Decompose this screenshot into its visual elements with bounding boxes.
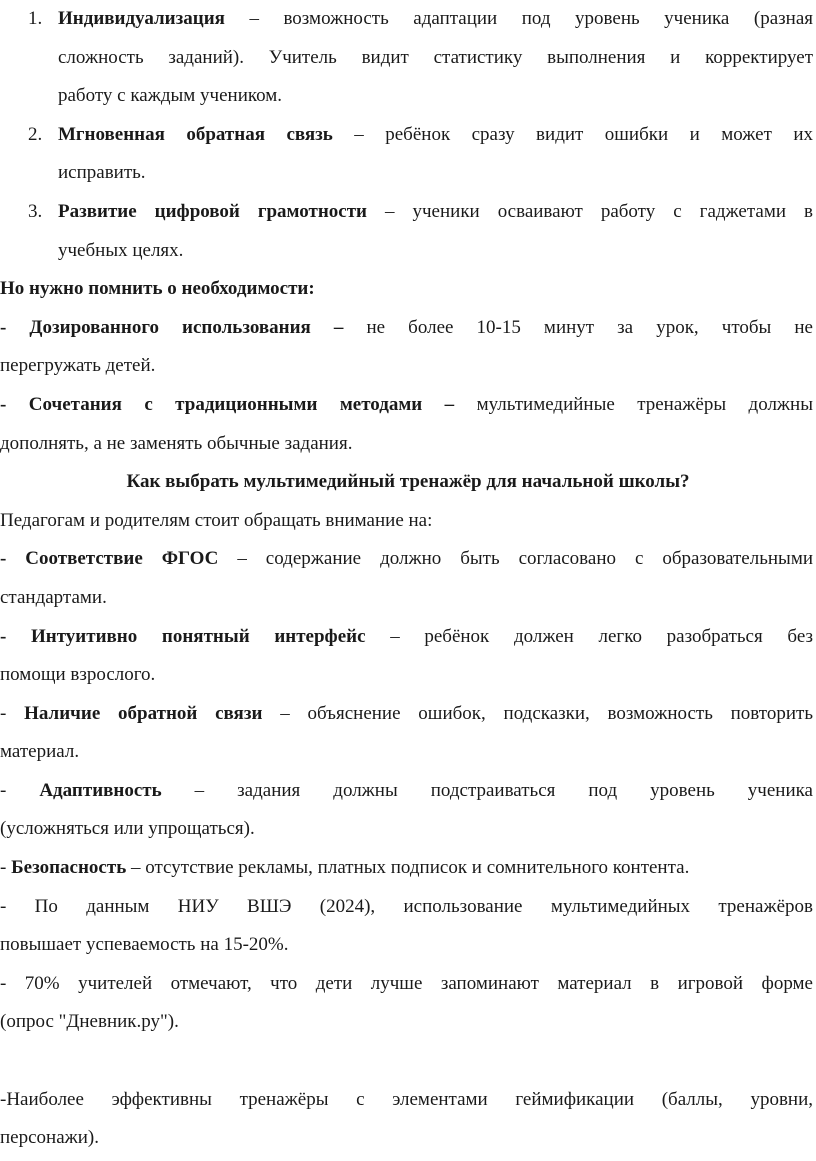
benefit-line [58, 193, 813, 232]
criterion-safety [0, 849, 816, 888]
criterion-prefix: - [0, 625, 31, 647]
benefit-line: сложность заданий). Учитель видит статистику выполнения и корректирует [58, 46, 813, 68]
fact-hse [0, 888, 816, 965]
bold-term: Соответствие ФГОС [25, 548, 219, 570]
paragraph-line: повышает успеваемость на 15-20%. [0, 934, 289, 956]
benefit-item-digital-literacy [0, 193, 816, 270]
blank-line [0, 1042, 816, 1081]
paragraph-line: -Наиболее эффективны тренажёры с элементами геймификации (баллы, уровни, [0, 1088, 813, 1110]
paragraph-line: - По данным НИУ ВШЭ (2024), использование мультимедийных тренажёров [0, 895, 813, 917]
paragraph-line: - 70% учителей отмечают, что дети лучше запоминают материал в игровой форме [0, 972, 813, 994]
paragraph-line: помощи взрослого. [0, 664, 156, 686]
benefit-text: – возможность адаптации под уровень ученика (разная [224, 8, 813, 29]
paragraph-text: – содержание должно быть согласовано с образовательными [218, 548, 814, 570]
remember-item-combination [0, 386, 816, 463]
paragraph-line: перегружать детей. [0, 355, 156, 377]
paragraph-line: (опрос "Дневник.ру"). [0, 1011, 179, 1033]
list-number: 2. [28, 123, 43, 145]
benefits-list [0, 0, 816, 270]
paragraph-line: персонажи). [0, 1127, 100, 1149]
bold-term: Интуитивно понятный интерфейс [31, 625, 366, 647]
paragraph-line [0, 386, 813, 425]
benefit-title: Индивидуализация [58, 8, 225, 29]
benefit-text: – ученики осваивают работу с гаджетами в [367, 200, 813, 222]
paragraph-text: мультимедийные тренажёры должны [454, 393, 813, 415]
benefit-title: Развитие цифровой грамотности [58, 200, 367, 222]
benefit-title: Мгновенная обратная связь [58, 123, 333, 145]
bold-term: - Сочетания с традиционными методами – [0, 393, 455, 415]
benefit-line: учебных целях. [58, 239, 184, 261]
paragraph-line [0, 695, 813, 734]
benefit-line [58, 0, 813, 39]
list-number: 3. [28, 200, 43, 222]
paragraph-line [0, 772, 813, 811]
paragraph-line [0, 540, 813, 579]
intro-text: Педагогам и родителям стоит обращать внимание на: [0, 509, 433, 531]
paragraph-text: – ребёнок должен легко разобраться без [365, 625, 813, 647]
criterion-fgos [0, 540, 816, 617]
benefit-item-individualization [0, 0, 816, 116]
paragraph-line: (усложняться или упрощаться). [0, 818, 255, 840]
paragraph-line: стандартами. [0, 586, 107, 608]
paragraph-text: – отсутствие рекламы, платных подписок и сомнительного контента. [126, 857, 690, 879]
section-title: Как выбрать мультимедийный тренажёр для начальной школы? [126, 471, 690, 493]
paragraph-line: дополнять, а не заменять обычные задания. [0, 432, 353, 454]
remember-heading: Но нужно помнить о необходимости: [0, 278, 315, 300]
benefit-line [58, 116, 813, 155]
paragraph-text: – задания должны подстраиваться под уровень ученика [161, 779, 813, 801]
criterion-interface [0, 618, 816, 695]
benefit-line: работу с каждым учеником. [58, 85, 283, 107]
bold-term: - Дозированного использования – [0, 316, 344, 338]
criterion-prefix: - [0, 548, 26, 570]
paragraph-text: не более 10-15 минут за урок, чтобы не [343, 316, 813, 338]
criterion-prefix: - [0, 857, 12, 879]
fact-teachers [0, 965, 816, 1042]
list-number: 1. [28, 8, 43, 29]
criterion-adaptivity [0, 772, 816, 849]
benefit-item-feedback [0, 116, 816, 193]
criterion-feedback [0, 695, 816, 772]
bold-term: Наличие обратной связи [24, 702, 263, 724]
paragraph-line: материал. [0, 741, 80, 763]
paragraph-line [0, 309, 813, 348]
remember-item-dosage [0, 309, 816, 386]
criterion-prefix: - [0, 702, 25, 724]
bold-term: Безопасность [11, 857, 127, 879]
paragraph-text: – объяснение ошибок, подсказки, возможность повторить [262, 702, 813, 724]
bold-term: Адаптивность [39, 779, 162, 801]
closing-paragraph [0, 1081, 816, 1158]
criterion-prefix: - [0, 779, 40, 801]
paragraph-line [0, 618, 813, 657]
benefit-line: исправить. [58, 162, 146, 184]
benefit-text: – ребёнок сразу видит ошибки и может их [332, 123, 813, 145]
